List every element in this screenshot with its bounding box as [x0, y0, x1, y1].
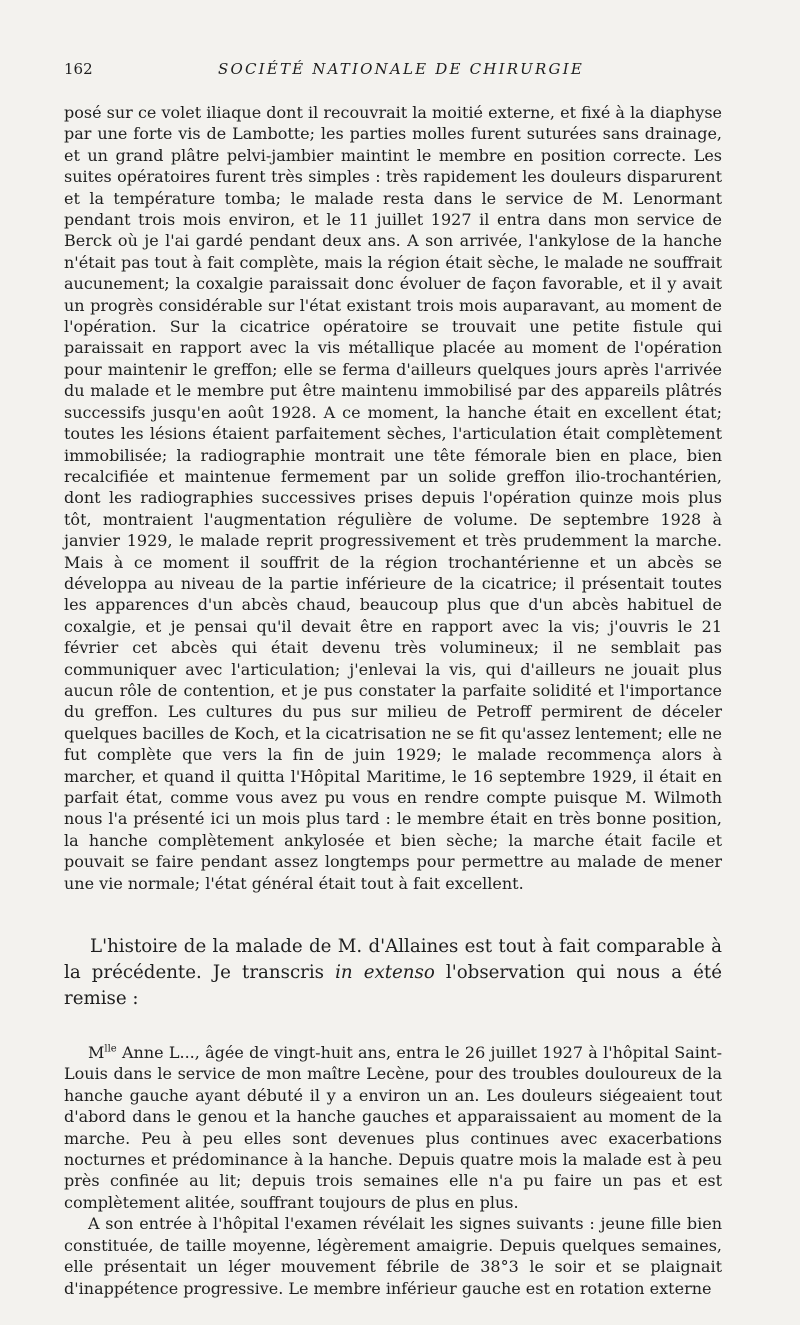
transition-text-end: l'observation qui nous a été remise : [64, 962, 722, 1010]
observation-text: Anne L..., âgée de vingt-huit ans, entra le 26 juillet 1927 à l'hôpital Saint-Louis dans le service de mon maître Lecène, pour des troubles douloureux de la hanche gauche ayant débuté il y a environ un an. Les douleurs siégeaient tout d'abord dans le genou et la hanche gauches et apparaissaient au moment de la marche. Peu à peu elles sont devenues plus continues avec exacerbations nocturnes et prédominance à la hanche. Depuis quatre mois la malade est à peu près confinée au lit; depuis trois semaines elle n'a pu faire un pas et est complètement alitée, souffrant toujours de plus en plus. [64, 1043, 722, 1212]
observation-block [64, 1042, 722, 1299]
observation-paragraph-2: A son entrée à l'hôpital l'examen révélait les signes suivants : jeune fille bien constituée, de taille moyenne, légèrement amaigrie. Depuis quelques semaines, elle présentait un léger mouvement fébrile de 38°3 le soir et se plaignait d'inappétence progressive. Le membre inférieur gauche est en rotation externe [64, 1214, 722, 1298]
transition-paragraph [64, 934, 722, 1012]
body-paragraph: posé sur ce volet iliaque dont il recouvrait la moitié externe, et fixé à la diaphyse par une forte vis de Lambotte; les parties molles furent suturées sans drainage, et un grand plâtre pelvi-jambier maintint le membre en position correcte. Les suites opératoires furent très simples : très rapidement les douleurs disparurent et la température tomba; le malade resta dans le service de M. Lenormant pendant trois mois environ, et le 11 juillet 1927 il entra dans mon service de Berck où je l'ai gardé pendant deux ans. A son arrivée, l'ankylose de la hanche n'était pas tout à fait complète, mais la région était sèche, le malade ne souffrait aucunement; la coxalgie paraissait donc évoluer de façon favorable, et il y avait un progrès considérable sur l'état existant trois mois auparavant, au moment de l'opération. Sur la cicatrice opératoire se trouvait une petite fistule qui paraissait en rapport avec la vis métallique placée au moment de l'opération pour maintenir le greffon; elle se ferma d'ailleurs quelques jours après l'arrivée du malade et le membre put être maintenu immobilisé par des appareils plâtrés successifs jusqu'en août 1928. A ce moment, la hanche était en excellent état; toutes les lésions étaient parfaitement sèches, l'articulation était complètement immobilisée; la radiographie montrait une tête fémorale bien en place, bien recalcifiée et maintenue fermement par un solide greffon ilio-trochantérien, dont les radiographies successives prises depuis l'opération quinze mois plus tôt, montraient l'augmentation régulière de volume. De septembre 1928 à janvier 1929, le malade reprit progressivement et très prudemment la marche. Mais à ce moment il souffrit de la région trochantérienne et un abcès se développa au niveau de la partie inférieure de la cicatrice; il présentait toutes les apparences d'un abcès chaud, beaucoup plus que d'un abcès habituel de coxalgie, et je pensai qu'il devait être en rapport avec la vis; j'ouvris le 21 février cet abcès qui était devenu très volumineux; il ne semblait pas communiquer avec l'articulation; j'enlevai la vis, qui d'ailleurs ne jouait plus aucun rôle de contention, et je pus constater la parfaite solidité et l'importance du greffon. Les cultures du pus sur milieu de Petroff permirent de déceler quelques bacilles de Koch, et la cicatrisation ne se fit qu'assez lentement; elle ne fut complète que vers la fin de juin 1929; le malade recommença alors à marcher, et quand il quitta l'Hôpital Maritime, le 16 septembre 1929, il était en parfait état, comme vous avez pu vous en rendre compte puisque M. Wilmoth nous l'a présenté ici un mois plus tard : le membre était en très bonne position, la hanche complètement ankylosée et bien sèche; la marche était facile et pouvait se faire pendant assez longtemps pour permettre au malade de mener une vie normale; l'état général était tout à fait excellent. [64, 103, 722, 893]
running-title: SOCIÉTÉ NATIONALE DE CHIRURGIE [218, 60, 584, 78]
observation-paragraph [64, 1042, 722, 1213]
transition-text: L'histoire de la malade de M. d'Allaines est tout à fait comparable à la précédente. Je transcris [64, 936, 722, 984]
latin-phrase: in extenso [335, 962, 435, 984]
title-abbreviation-superscript: lle [104, 1043, 117, 1055]
title-abbreviation: M [88, 1043, 105, 1063]
running-head [64, 60, 722, 90]
page-number: 162 [64, 60, 93, 78]
